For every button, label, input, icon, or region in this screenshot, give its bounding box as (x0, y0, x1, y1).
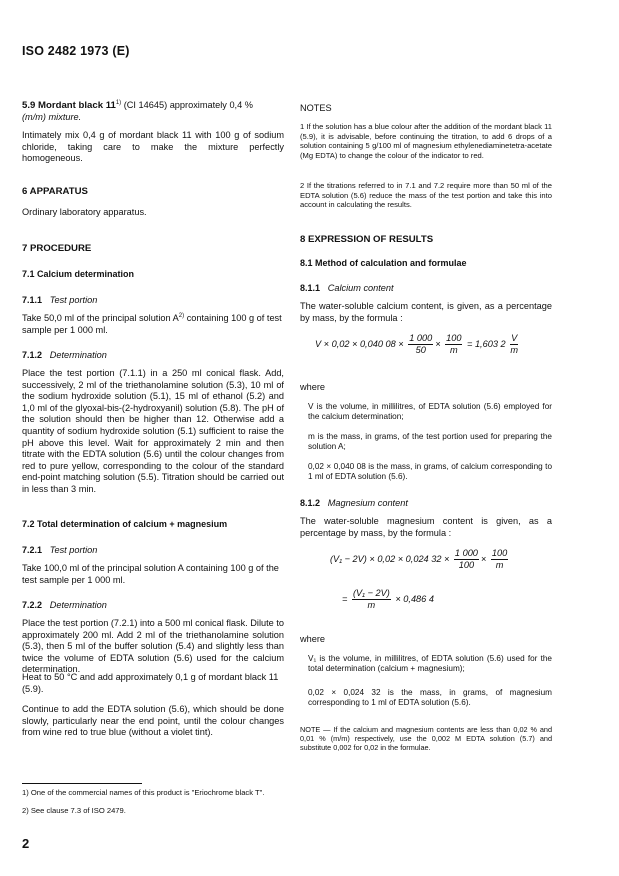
definition-V1: V₁ is the volume, in millilitres, of EDTA solution (5.6) used for the total determination (calcium + magnesium); (308, 654, 552, 673)
page-number: 2 (22, 836, 30, 851)
section-7-2-2-text-1: Place the test portion (7.2.1) into a 500 ml conical flask. Dilute to approximately 200 ml. Add 2 ml of the triethanolamine solution (5.3), then 5 ml of the buffer solution (5.4) and slightly less than twice the volume of EDTA solution (5.6) used for the calcium determination. (22, 618, 284, 675)
section-8-1-2-text: The water-soluble magnesium content is given, as a percentage by mass, by the formula : (300, 516, 552, 538)
section-7-1-2-heading: 7.1.2 Determination (22, 350, 107, 360)
section-5-9-heading: 5.9 Mordant black 11$^{1)}$ (CI 14645) approximately 0,4 % (m/m) mixture. (22, 99, 253, 122)
note-1: 1 If the solution has a blue colour after the addition of the mordant black 11 (5.9), it is advisable, before continuing the titration, to add 6 drops of a solution containing 5 g/100 ml of magnesium ethylenediaminetetra-acetate (Mg EDTA) to change the colour of the indicator to red. (300, 122, 552, 160)
section-7-1-1-heading: 7.1.1 Test portion (22, 295, 98, 305)
section-7-1-1-text: Take 50,0 ml of the principal solution $A^{2)}$ containing 100 g of test sample per 1 000 ml. (22, 312, 282, 335)
section-7-1-2-text: Place the test portion (7.1.1) in a 250 ml conical flask. Add, successively, 2 ml of the triethanolamine solution (5.3), 10 ml of the sodium hydroxide solution (5.1), 15 ml of ethanol (5.2) and 1,0 ml of the glyoxal-bis-(2-hydroxyanil) solution (5.8). The pH of the solution should then be higher than 12. Otherwise add a quantity of sodium hydroxide solution (5.1) sufficient to raise the pH above this level. Wait for approximately 2 min and then titrate with the EDTA solution (5.6) until the colour changes from red to pure yellow, corresponding to the colour of the standard end-point matching solution (5.5). Titration should be carried out in less than 3 min. (22, 368, 284, 494)
definition-calcium-constant: 0,02 × 0,040 08 is the mass, in grams, of calcium corresponding to 1 ml of EDTA solution (5.6). (308, 462, 552, 481)
note-2: 2 If the titrations referred to in 7.1 and 7.2 require more than 50 ml of the EDTA solution (5.6) reduce the mass of the test portion and take this into account in calculating the results. (300, 181, 552, 210)
section-7-2-2-heading: 7.2.2 Determination (22, 600, 107, 610)
note-3: NOTE — If the calcium and magnesium contents are less than 0,02 % and 0,01 % (m/m) respectively, use the 0,002 M EDTA solution (5.7) and substitute 0,002 for 0,02 in the formulae. (300, 725, 552, 752)
definition-V: V is the volume, in millilitres, of EDTA solution (5.6) employed for the calcium determination; (308, 402, 552, 421)
calcium-formula: V × 0,02 × 0,040 08 × $\frac{1 000}{50}$ × $\frac{100}{m}$ = 1,603 2 $\frac{V}{m}$ (315, 333, 519, 355)
definition-magnesium-constant: 0,02 × 0,024 32 is the mass, in grams, of magnesium corresponding to 1 ml of EDTA solution (5.6). (308, 688, 552, 707)
section-6-text: Ordinary laboratory apparatus. (22, 207, 147, 217)
where-label-1: where (300, 382, 326, 392)
section-7-2-2-text-2: Heat to 50 °C and add approximately 0,1 g of mordant black 11 (5.9). (22, 672, 279, 694)
footnote-2: 2) See clause 7.3 of ISO 2479. (22, 806, 126, 815)
section-8-1-1-heading: 8.1.1 Calcium content (300, 283, 394, 293)
section-7-2-1-text: Take 100,0 ml of the principal solution A containing 100 g of the test sample per 1 000 ml. (22, 563, 279, 585)
where-label-2: where (300, 634, 326, 644)
section-7-1-heading: 7.1 Calcium determination (22, 269, 135, 279)
section-8-1-2-heading: 8.1.2 Magnesium content (300, 498, 408, 508)
magnesium-formula: (V₁ − 2V) × 0,02 × 0,024 32 × $\frac{1 000}{100}$ × $\frac{100}{m}$ (330, 548, 508, 570)
section-7-2-1-heading: 7.2.1 Test portion (22, 545, 98, 555)
footnote-1: 1) One of the commercial names of this product is "Eriochrome black T". (22, 788, 265, 797)
section-6-heading: 6 APPARATUS (22, 186, 88, 197)
section-8-1-heading: 8.1 Method of calculation and formulae (300, 258, 467, 268)
footnote-divider (22, 783, 142, 784)
definition-m: m is the mass, in grams, of the test portion used for preparing the solution A; (308, 432, 552, 451)
document-header: ISO 2482 1973 (E) (22, 44, 130, 58)
section-5-9-text: Intimately mix 0,4 g of mordant black 11 with 100 g of sodium chloride, taking care to make the mixture perfectly homogeneous. (22, 130, 284, 164)
section-7-2-2-text-3: Continue to add the EDTA solution (5.6), which should be done slowly, particularly near the end point, until the colour changes from wine red to true blue (without a violet tint). (22, 704, 284, 738)
section-7-heading: 7 PROCEDURE (22, 243, 92, 254)
section-8-heading: 8 EXPRESSION OF RESULTS (300, 234, 434, 245)
section-7-2-heading: 7.2 Total determination of calcium + magnesium (22, 519, 228, 529)
section-8-1-1-text: The water-soluble calcium content, is given, as a percentage by mass, by the formula : (300, 301, 552, 323)
notes-heading: NOTES (300, 103, 332, 113)
magnesium-formula-simplified: = $\frac{\text{(V₁ − 2V)}}{m}$ × 0,486 4 (342, 588, 434, 610)
